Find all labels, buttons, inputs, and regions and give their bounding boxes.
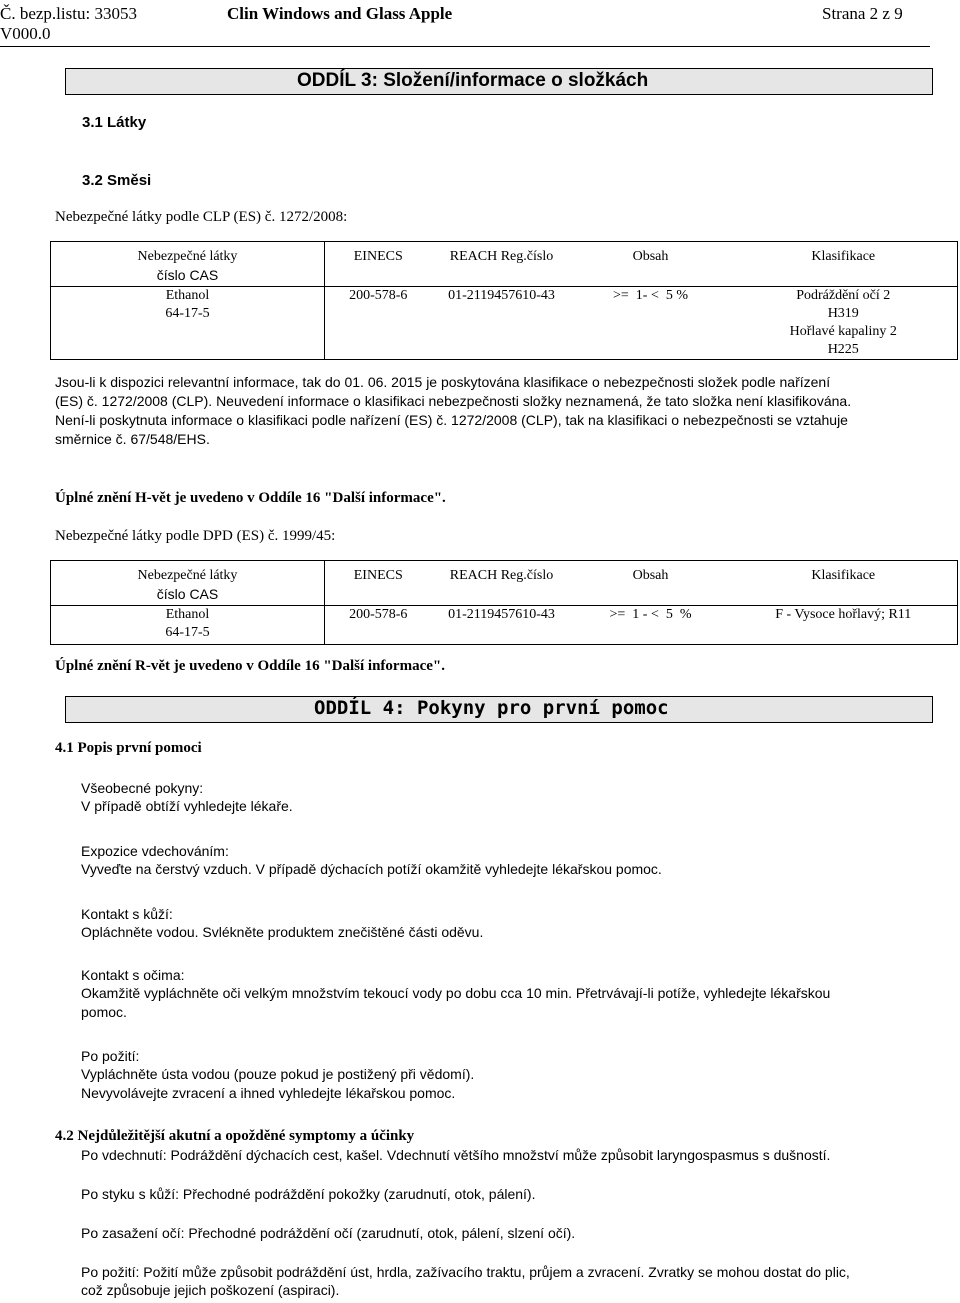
skin-text: Opláchněte vodou. Svlékněte produktem znečištěné části oděvu. [81, 924, 484, 940]
class-line: H319 [827, 306, 859, 321]
class-line: Podráždění očí 2 [796, 288, 891, 303]
subsection-4-2: 4.2 Nejdůležitější akutní a opožděné symptomy a účinky [55, 1128, 415, 1144]
symptom-skin: Po styku s kůží: Přechodné podráždění pokožky (zarudnutí, otok, pálení). [81, 1186, 536, 1202]
header-classification: Klasifikace [811, 249, 876, 264]
header-classification: Klasifikace [811, 568, 876, 583]
general-text: V případě obtíží vyhledejte lékaře. [81, 798, 293, 814]
clp-heading: Nebezpečné látky podle CLP (ES) č. 1272/2008: [55, 209, 348, 225]
skin-label: Kontakt s kůží: [81, 906, 173, 922]
section4-title: ODDÍL 4: Pokyny pro první pomoc [314, 697, 669, 719]
cell-einecs: 200-578-6 [349, 288, 408, 303]
section3-title: ODDÍL 3: Složení/informace o složkách [297, 70, 649, 91]
header-cas: číslo CAS [156, 586, 219, 602]
eye-text-line2: pomoc. [81, 1004, 127, 1020]
cell-einecs: 200-578-6 [349, 607, 408, 622]
substance-name: Ethanol [165, 607, 210, 622]
subsection-3-2: 3.2 Směsi [82, 172, 152, 189]
class-line: H225 [827, 342, 859, 357]
ingestion-label: Po požití: [81, 1048, 140, 1064]
table-row [51, 242, 958, 287]
header-content: Obsah [632, 249, 669, 264]
table-row [51, 561, 958, 606]
cell-content: >= 1- < 5 % [612, 288, 688, 303]
dpd-substance-table [50, 560, 958, 645]
header-substance: Nebezpečné látky [137, 568, 238, 583]
cell-reach: 01-2119457610-43 [448, 288, 555, 303]
page-number: Strana 2 z 9 [822, 4, 903, 23]
table-row [51, 287, 958, 360]
header-cas: číslo CAS [156, 267, 219, 283]
note-line: (ES) č. 1272/2008 (CLP). Neuvedení informace o klasifikaci nebezpečnosti složky neznamená, že tato složka není klasifikována. [55, 393, 852, 409]
header-einecs: EINECS [353, 568, 403, 583]
header-cell [51, 242, 325, 287]
note-line: Jsou-li k dispozici relevantní informace, tak do 01. 06. 2015 je poskytována klasifikace o nebezpečnosti složek podle nařízení [55, 374, 831, 390]
header-reach: REACH Reg.číslo [449, 568, 554, 583]
subsection-3-1: 3.1 Látky [82, 114, 147, 131]
header-substance: Nebezpečné látky [137, 249, 238, 264]
subsection-4-1: 4.1 Popis první pomoci [55, 740, 202, 756]
header-einecs: EINECS [353, 249, 403, 264]
substance-cas: 64-17-5 [165, 306, 210, 321]
header-reach: REACH Reg.číslo [449, 249, 554, 264]
note-line: směrnice č. 67/548/EHS. [55, 431, 210, 447]
r-phrases-note: Úplné znění R-vět je uvedeno v Oddíle 16 "Další informace". [55, 658, 445, 674]
symptom-eye: Po zasažení očí: Přechodné podráždění očí (zarudnutí, otok, pálení, slzení očí). [81, 1225, 576, 1241]
clp-note [55, 373, 851, 449]
version-label: V000.0 [0, 24, 51, 43]
cell-reach: 01-2119457610-43 [448, 607, 555, 622]
h-phrases-note: Úplné znění H-vět je uvedeno v Oddíle 16 "Další informace". [55, 490, 446, 506]
substance-cas: 64-17-5 [165, 625, 210, 640]
cell-content: >= 1 - < 5 % [609, 607, 692, 622]
ingestion-text-line2: Nevyvolávejte zvracení a ihned vyhledejte lékařskou pomoc. [81, 1085, 456, 1101]
clp-substance-table [50, 241, 958, 360]
symptom-inhalation: Po vdechnutí: Podráždění dýchacích cest, kašel. Vdechnutí většího množství může způsobit laryngospasmus s dušností. [81, 1147, 831, 1163]
header-rule [0, 46, 930, 47]
header-cell [51, 561, 325, 606]
eye-text-line1: Okamžitě vypláchněte oči velkým množstvím tekoucí vody po dobu cca 10 min. Přetrvávají-li potíže, vyhledejte lékařskou [81, 985, 831, 1001]
symptom-ingestion-line1: Po požití: Požití může způsobit podráždění úst, hrdla, zažívacího traktu, průjem a zvracení. Zvratky se mohou dostat do plic, [81, 1264, 850, 1280]
general-label: Všeobecné pokyny: [81, 780, 204, 796]
class-line: Hořlavé kapaliny 2 [789, 324, 897, 339]
table-row [51, 606, 958, 645]
substance-name: Ethanol [165, 288, 210, 303]
cell-classification [730, 287, 958, 360]
cell-classification: F - Vysoce hořlavý; R11 [775, 607, 912, 622]
note-line: Není-li poskytnuta informace o klasifikaci podle nařízení (ES) č. 1272/2008 (CLP), tak na klasifikaci o nebezpečnosti se vztahuje [55, 412, 848, 428]
cell-substance [51, 606, 325, 645]
header-content: Obsah [632, 568, 669, 583]
product-name: Clin Windows and Glass Apple [227, 4, 453, 23]
inhalation-text: Vyveďte na čerstvý vzduch. V případě dýchacích potíží okamžitě vyhledejte lékařskou pomoc. [81, 861, 662, 877]
cell-substance [51, 287, 325, 360]
dpd-heading: Nebezpečné látky podle DPD (ES) č. 1999/45: [55, 528, 336, 544]
eye-label: Kontakt s očima: [81, 967, 185, 983]
symptom-ingestion-line2: což způsobuje jejich poškození (aspiraci). [81, 1282, 340, 1298]
sheet-number: Č. bezp.listu: 33053 [0, 4, 137, 23]
ingestion-text-line1: Vypláchněte ústa vodou (pouze pokud je postižený při vědomí). [81, 1066, 475, 1082]
inhalation-label: Expozice vdechováním: [81, 843, 229, 859]
